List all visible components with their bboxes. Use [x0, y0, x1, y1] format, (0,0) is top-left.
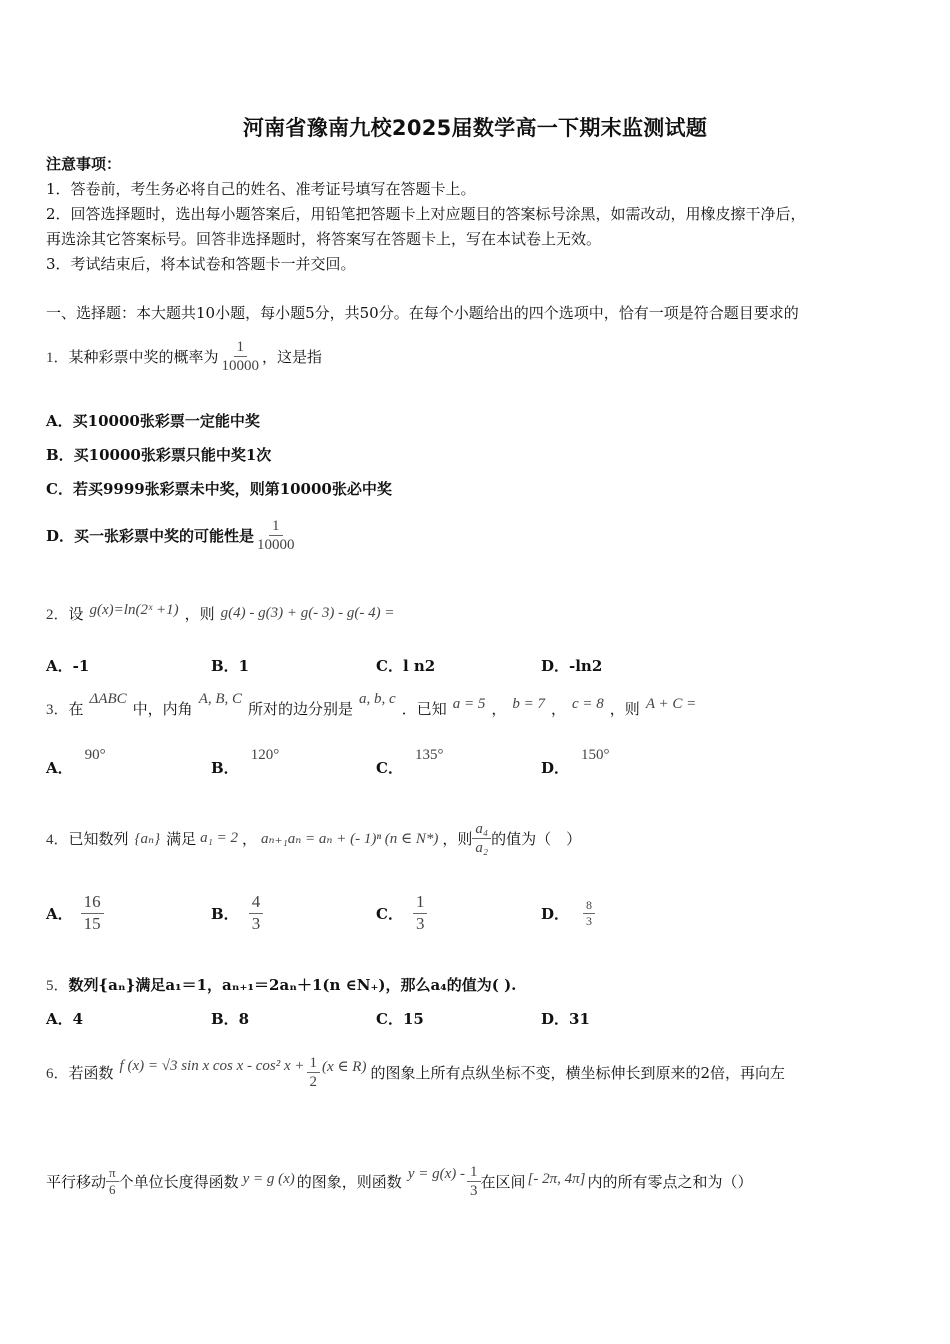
- question-text: 设: [68, 604, 84, 623]
- question-number: 2．: [46, 606, 69, 623]
- math-sequence: {aₙ}: [134, 830, 161, 847]
- fraction-numerator: a₄: [472, 820, 491, 839]
- question-text: 满足: [166, 829, 197, 848]
- notice-heading: 注意事项：: [46, 155, 122, 173]
- fraction: [106, 1165, 119, 1197]
- option-b: B．1: [211, 657, 250, 675]
- question-5: [46, 974, 516, 995]
- option-a: [46, 748, 106, 778]
- fraction: [249, 892, 264, 934]
- notice-item: 3．考试结束后，将本试卷和答题卡一并交回。: [46, 255, 356, 273]
- fraction-numerator: 1: [467, 1163, 481, 1182]
- notice-item: 再选涂其它答案标号。回答非选择题时，将答案写在答题卡上，写在本试卷上无效。: [46, 230, 602, 248]
- option-c: [376, 888, 427, 938]
- fraction: [583, 898, 595, 928]
- fraction: [413, 892, 428, 934]
- option-d: [541, 748, 610, 778]
- fraction-denominator: a₂: [475, 839, 489, 856]
- math-value: c = 8: [572, 695, 604, 712]
- fraction-denominator: 3: [586, 913, 593, 928]
- option-b: [211, 888, 263, 938]
- question-6: [46, 1042, 785, 1102]
- math-interval: [- 2π, 4π]: [527, 1170, 586, 1187]
- option-d: [541, 888, 595, 938]
- fraction-denominator: 10000: [257, 536, 295, 553]
- question-text: 的图象，则函数: [296, 1172, 402, 1191]
- fraction: [472, 820, 491, 857]
- fraction-numerator: 1: [234, 338, 248, 357]
- fraction: [219, 338, 263, 375]
- question-text: ．已知: [401, 699, 447, 718]
- option-d: D．31: [541, 1010, 590, 1028]
- fraction: [307, 1054, 321, 1091]
- question-text: 的值为（ ）: [491, 829, 582, 848]
- option-value: 90°: [84, 747, 106, 763]
- math-value: a = 5: [452, 695, 486, 712]
- question-2: [46, 598, 395, 628]
- fraction-numerator: 16: [81, 892, 104, 913]
- page-title: 河南省豫南九校2025届数学高一下期末监测试题: [242, 116, 708, 140]
- fraction-denominator: 3: [251, 913, 261, 933]
- math-function: y = g (x): [242, 1170, 295, 1187]
- fraction-numerator: π: [106, 1165, 119, 1182]
- option-value: 135°: [414, 747, 444, 763]
- question-number: 1．: [46, 349, 69, 366]
- fraction-numerator: 8: [583, 898, 595, 913]
- math-triangle: ΔABC: [89, 690, 127, 707]
- math-recurrence: aₙ₊₁aₙ = aₙ + (- 1)ⁿ (n ∈ N*): [260, 830, 439, 847]
- question-6-continued: [46, 1154, 752, 1208]
- math-function: f (x) = √3 sin x cos x - cos² x +: [119, 1057, 305, 1074]
- question-text: 中，内角: [132, 699, 193, 718]
- notice-item: 1．答卷前，考生务必将自己的姓名、准考证号填写在答题卡上。: [46, 180, 476, 198]
- math-initial: a₁ = 2: [200, 829, 238, 846]
- option-label: D．: [541, 759, 570, 777]
- question-text: ，则: [609, 699, 640, 718]
- question-text: ，则: [184, 604, 215, 623]
- option-a: [46, 888, 104, 938]
- fraction-denominator: 3: [415, 913, 425, 933]
- question-text: 的图象上所有点纵坐标不变，横坐标伸长到原来的2倍，再向左: [370, 1063, 786, 1082]
- question-text: 数列{aₙ}满足a₁＝1，aₙ₊₁＝2aₙ＋1(n ∈N₊)，那么a₄的值为( ).: [68, 976, 517, 994]
- option-label: D．: [541, 904, 570, 923]
- fraction-denominator: 10000: [221, 357, 260, 374]
- question-text: ，这是指: [262, 347, 323, 366]
- question-text: ，: [491, 699, 507, 718]
- option-value: 120°: [250, 747, 280, 763]
- fraction-denominator: 2: [309, 1073, 318, 1090]
- option-value: 150°: [581, 747, 610, 763]
- question-text: 已知数列: [68, 829, 129, 848]
- fraction-numerator: 1: [269, 517, 283, 536]
- fraction: [81, 892, 104, 934]
- option-label: B．: [211, 759, 239, 777]
- option-a: A．买10000张彩票一定能中奖: [46, 412, 260, 430]
- math-angles: A, B, C: [198, 690, 243, 707]
- question-text: 若函数: [68, 1063, 114, 1082]
- option-c: C．若买9999张彩票未中奖，则第10000张必中奖: [46, 480, 392, 498]
- question-text: 所对的边分别是: [248, 699, 354, 718]
- question-number: 6．: [46, 1065, 69, 1082]
- question-1: [46, 326, 322, 386]
- option-d: [46, 510, 298, 560]
- question-text: 内的所有零点之和为（）: [587, 1172, 753, 1191]
- option-b: B．买10000张彩票只能中奖1次: [46, 446, 272, 464]
- question-number: 4．: [46, 831, 69, 848]
- question-text: 在: [68, 699, 84, 718]
- option-d: D．-ln2: [541, 657, 603, 675]
- option-b: B．8: [211, 1010, 250, 1028]
- question-text: 某种彩票中奖的概率为: [68, 347, 219, 366]
- fraction-denominator: 6: [109, 1181, 116, 1197]
- math-value: b = 7: [512, 695, 545, 712]
- question-number: 5．: [46, 978, 69, 994]
- option-label: C．: [376, 904, 403, 923]
- question-text: ，: [241, 829, 257, 848]
- fraction: [254, 517, 298, 554]
- option-label: B．: [211, 904, 239, 923]
- math-domain: (x ∈ R): [322, 1058, 367, 1075]
- math-sides: a, b, c: [359, 690, 396, 707]
- question-text: 平行移动: [46, 1172, 107, 1191]
- option-c: C．15: [376, 1010, 424, 1028]
- fraction-numerator: 1: [413, 892, 428, 913]
- fraction-numerator: 4: [249, 892, 264, 913]
- math-function: y = g(x) -: [407, 1165, 465, 1182]
- math-expression: A + C =: [645, 695, 697, 712]
- option-a: A．4: [46, 1010, 84, 1028]
- question-text: ，则: [442, 829, 473, 848]
- math-expression: g(4) - g(3) + g(- 3) - g(- 4) =: [220, 604, 395, 621]
- question-text: ，: [551, 699, 567, 718]
- option-label: A．: [46, 759, 73, 777]
- fraction-denominator: 15: [83, 913, 101, 933]
- option-b: [211, 748, 279, 778]
- option-label: A．: [46, 904, 73, 923]
- question-text: 个单位长度得函数: [118, 1172, 239, 1191]
- question-number: 3．: [46, 701, 69, 718]
- notice-item: 2．回答选择题时，选出每小题答案后，用铅笔把答题卡上对应题目的答案标号涂黑，如需改动，用橡皮擦干净后，: [46, 205, 806, 223]
- option-label: C．: [376, 759, 403, 777]
- fraction-numerator: 1: [307, 1054, 321, 1073]
- question-4: [46, 810, 581, 866]
- fraction: [467, 1163, 481, 1200]
- question-3: [46, 688, 702, 728]
- question-text: 在区间: [480, 1172, 526, 1191]
- fraction-denominator: 3: [470, 1182, 478, 1199]
- option-a: A．-1: [46, 657, 90, 675]
- option-text: D．买一张彩票中奖的可能性是: [46, 526, 255, 545]
- section-heading: 一、选择题：本大题共10小题，每小题5分，共50分。在每个小题给出的四个选项中，恰有一项是符合题目要求的: [46, 304, 799, 322]
- math-function: g(x)=ln(2ˣ +1): [89, 601, 179, 618]
- option-c: C．l n2: [376, 657, 436, 675]
- option-c: [376, 748, 443, 778]
